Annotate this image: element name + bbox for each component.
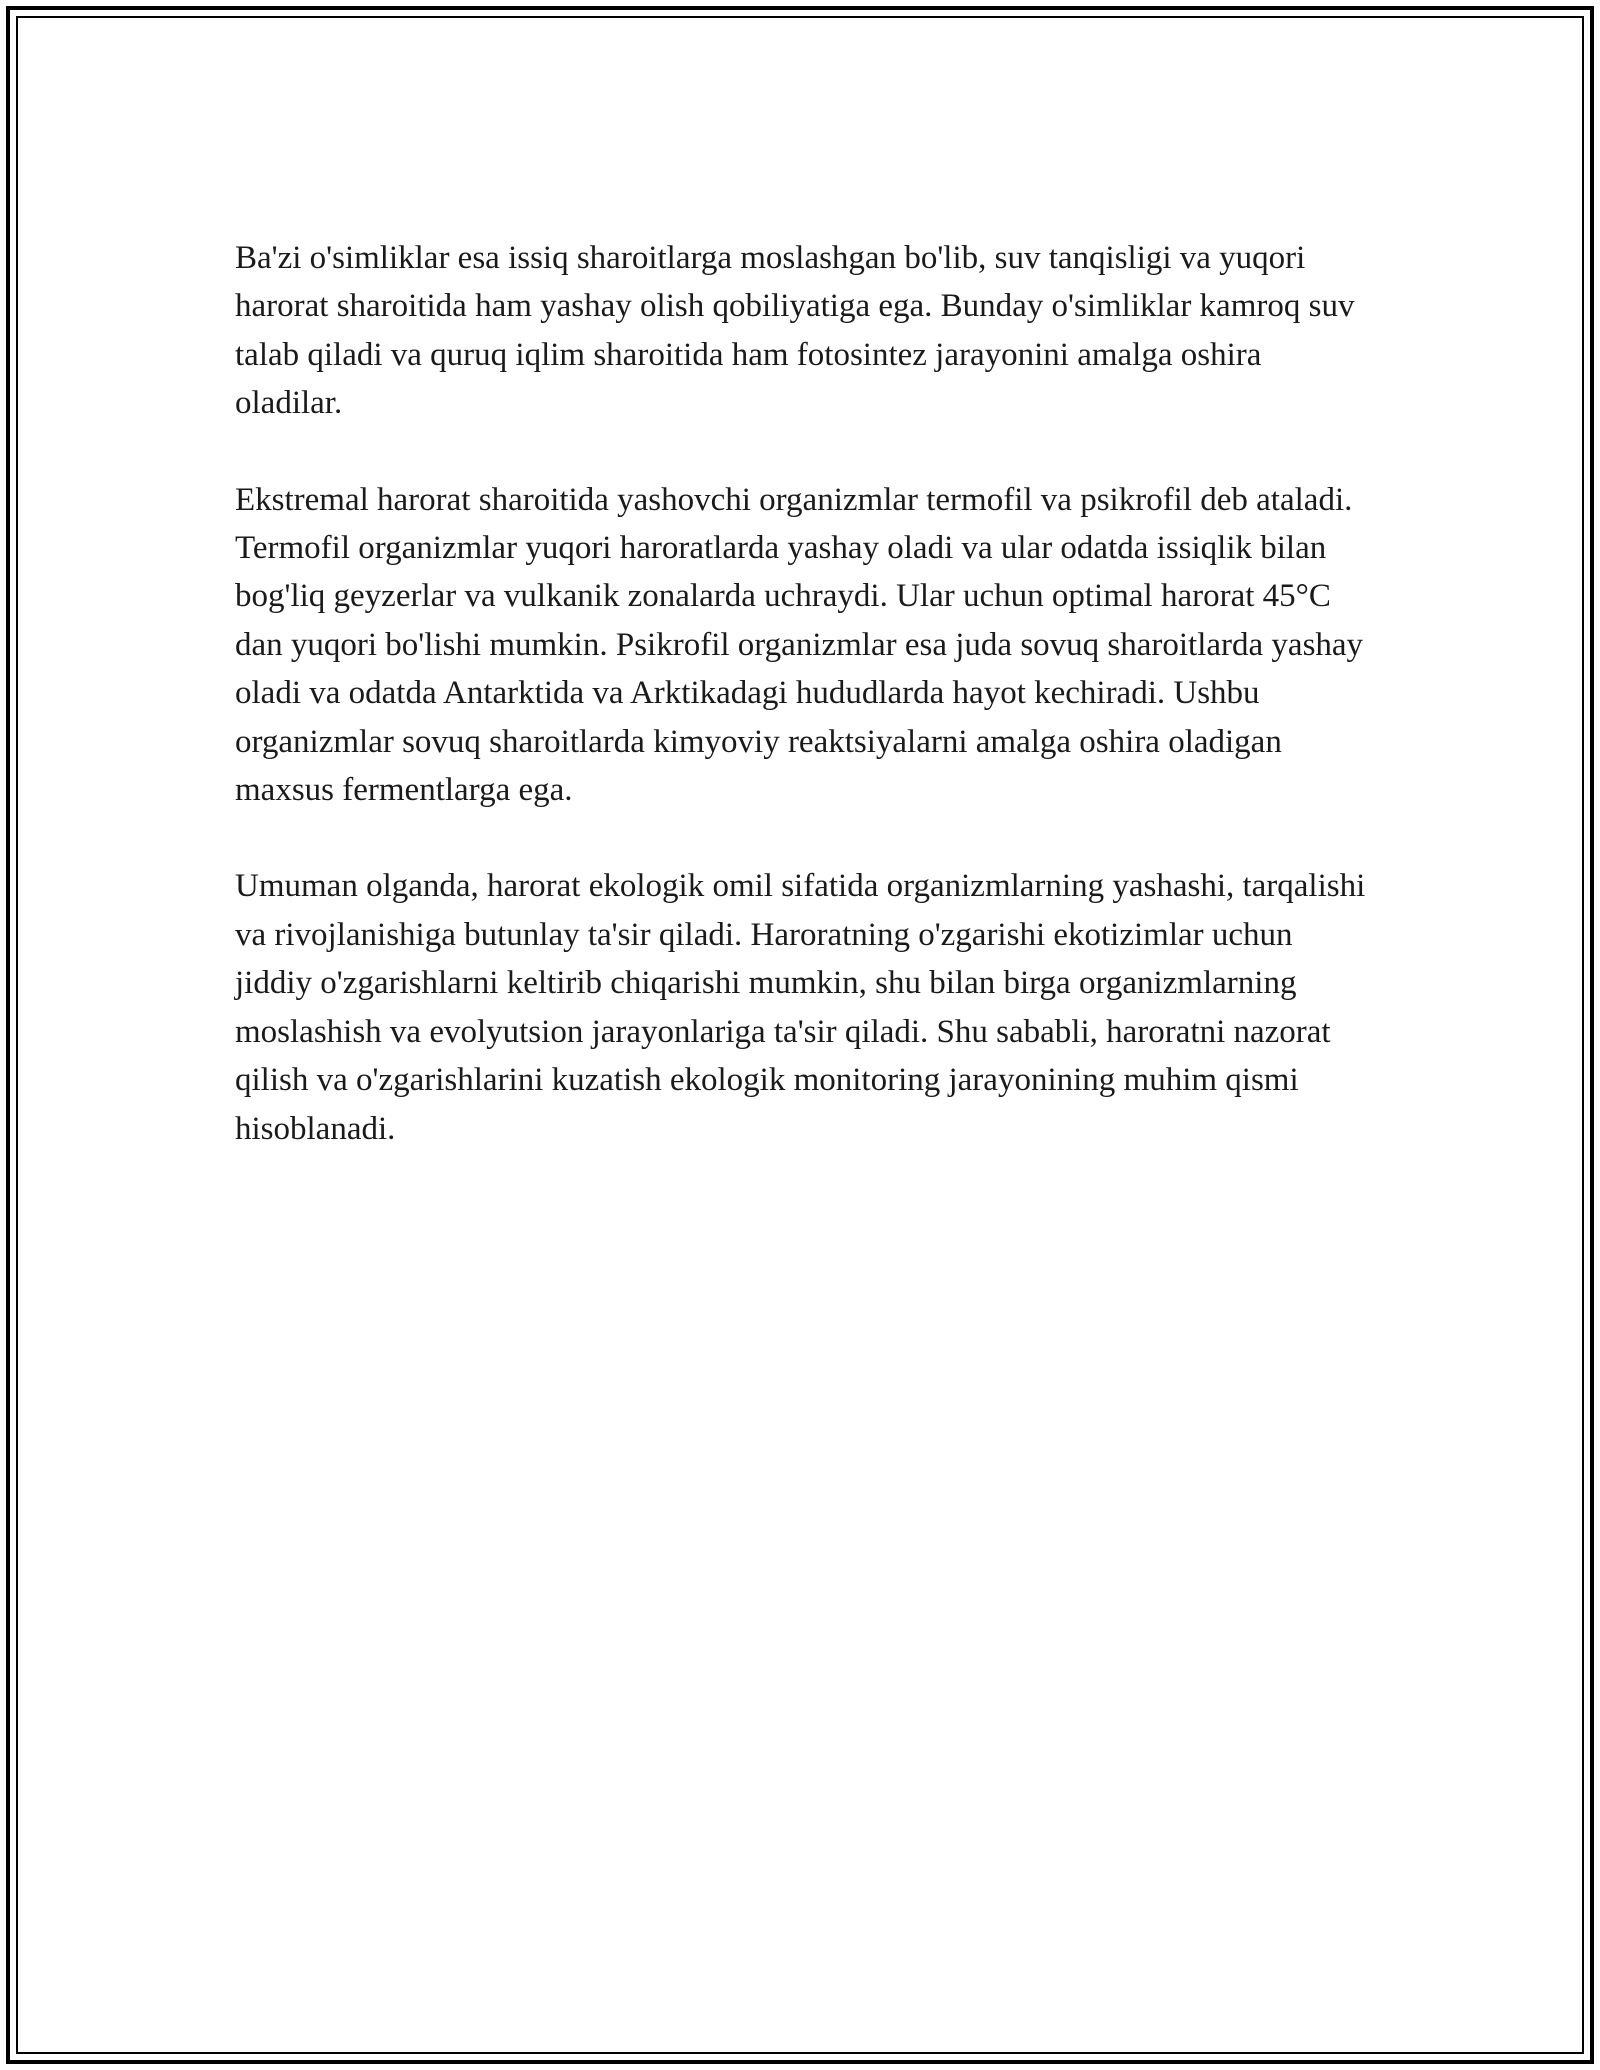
paragraph-1: Ba'zi o'simliklar esa issiq sharoitlarga moslashgan bo'lib, suv tanqisligi va yuqori harorat sharoitida ham yashay olish qobiliyatiga ega. Bunday o'simliklar kamroq suv talab qiladi va quruq iqlim sharoitida ham fotosintez jarayonini amalga oshira oladilar. — [235, 240, 1355, 422]
paragraph-3: Umuman olganda, harorat ekologik omil sifatida organizmlarning yashashi, tarqalishi va rivojlanishiga butunlay ta'sir qiladi. Haroratning o'zgarishi ekotizimlar uchun jiddiy o'zgarishlarni keltirib chiqarishi mumkin, shu bilan birga organizmlarning moslashish va evolyutsion jarayonlariga ta'sir qiladi. Shu sababli, haroratni nazorat qilish va o'zgarishlarini kuzatish ekologik monitoring jarayonining muhim qismi hisoblanadi. — [235, 868, 1366, 1147]
document-body — [235, 234, 1375, 1201]
paragraph-2: Ekstremal harorat sharoitida yashovchi organizmlar termofil va psikrofil deb ataladi. Termofil organizmlar yuqori haroratlarda yashay oladi va ular odatda issiqlik bilan bog'liq geyzerlar va vulkanik zonalarda uchraydi. Ular uchun optimal harorat 45°C dan yuqori bo'lishi mumkin. Psikrofil organizmlar esa juda sovuq sharoitlarda yashay oladi va odatda Antarktida va Arktikadagi hududlarda hayot kechiradi. Ushbu organizmlar sovuq sharoitlarda kimyoviy reaktsiyalarni amalga oshira oladigan maxsus fermentlarga ega. — [235, 481, 1364, 809]
